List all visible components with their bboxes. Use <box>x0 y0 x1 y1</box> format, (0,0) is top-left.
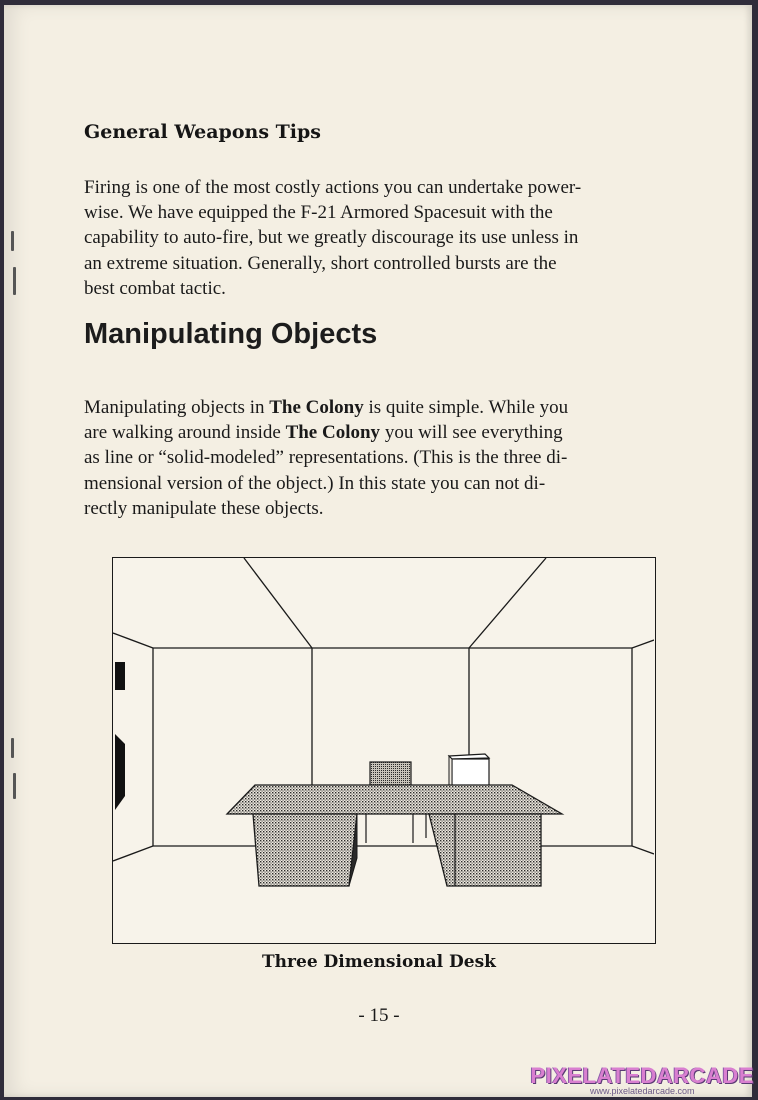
desk-illustration <box>112 557 656 944</box>
staple-mark <box>11 231 14 251</box>
watermark-logo <box>531 1063 754 1096</box>
game-title: The Colony <box>269 397 364 418</box>
text-line: are walking around inside The Colony you will see everything <box>84 422 563 444</box>
weapons-paragraph <box>84 175 684 301</box>
game-title: The Colony <box>285 422 381 444</box>
text-line: best combat tactic. <box>84 277 226 299</box>
manipulating-paragraph <box>84 395 684 521</box>
staple-mark <box>13 267 16 295</box>
text-line: rectly manipulate these objects. <box>84 497 324 519</box>
text-line: wise. We have equipped the F-21 Armored Spacesuit with the <box>84 202 553 224</box>
staple-mark <box>13 773 16 799</box>
figure-caption: Three Dimensional Desk <box>262 952 496 972</box>
text-line: capability to auto-fire, but we greatly discourage its use unless in <box>84 227 579 249</box>
watermark-text: PIXELATEDARCADE <box>530 1063 754 1088</box>
text-line: an extreme situation. Generally, short controlled bursts are the <box>84 252 557 274</box>
staple-mark <box>11 738 14 758</box>
section-heading-weapons: General Weapons Tips <box>84 121 321 143</box>
text-line: mensional version of the object.) In this state you can not di- <box>84 472 546 494</box>
watermark-url: www.pixelatedarcade.com <box>589 1086 695 1096</box>
section-heading-manipulating: Manipulating Objects <box>84 318 378 350</box>
text-line: as line or “solid-modeled” representations. (This is the three di- <box>84 447 568 469</box>
text-line: Manipulating objects in The Colony is quite simple. While you <box>84 397 569 418</box>
text-line: Firing is one of the most costly actions you can undertake power- <box>84 177 582 198</box>
page-number: - 15 - <box>358 1005 400 1026</box>
